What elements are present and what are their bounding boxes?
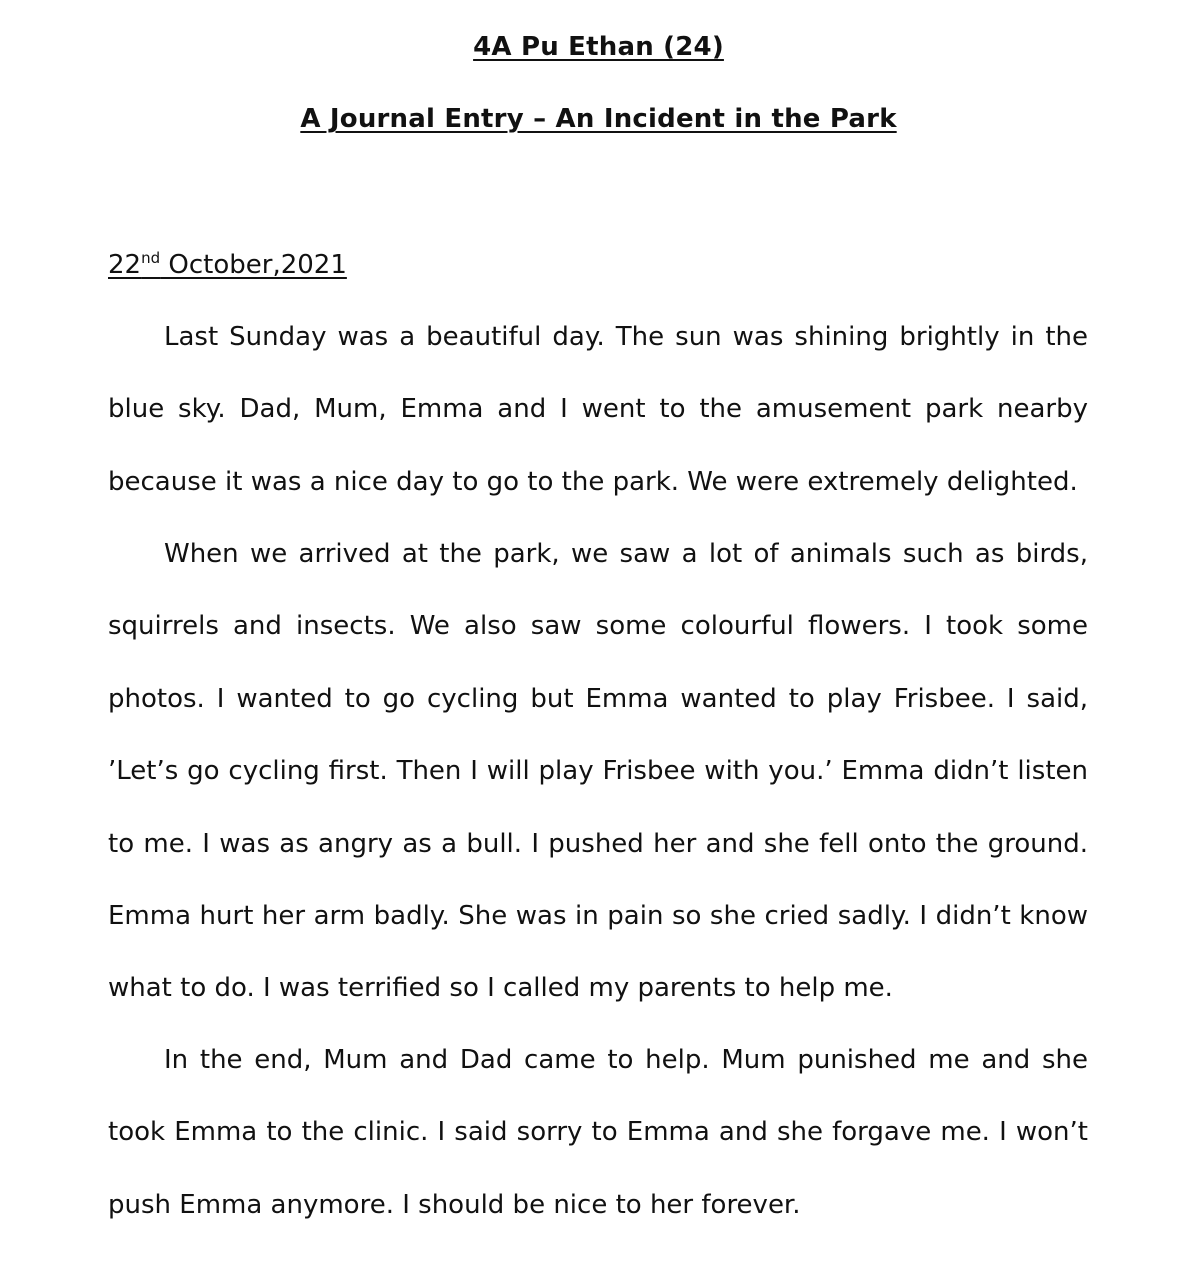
date-month-year: October,2021 bbox=[160, 250, 347, 280]
paragraph-1 bbox=[108, 301, 1088, 518]
paragraph-text: When we arrived at the park, we saw a lot of animals such as birds, squirrels and insects. We also saw some colourful flowers. I took some photos. I wanted to go cycling but Emma wanted to play Frisbee. I said, ’Let’s go cycling first. Then I will play Frisbee with you.’ Emma didn’t listen to me. I was as angry as a bull. I pushed her and she fell onto the ground. Emma hurt her arm badly. She was in pain so she cried sadly. I didn’t know what to do. I was terrified so I called my parents to help me. bbox=[108, 539, 1088, 1004]
entry-date bbox=[108, 249, 347, 280]
date-day: 22 bbox=[108, 250, 142, 280]
journal-title: A Journal Entry – An Incident in the Park bbox=[300, 104, 897, 134]
date-suffix: nd bbox=[141, 249, 161, 267]
paragraph-text: In the end, Mum and Dad came to help. Mum punished me and she took Emma to the clinic. I said sorry to Emma and she forgave me. I won’t push Emma anymore. I should be nice to her forever. bbox=[108, 1045, 1088, 1220]
paragraph-2 bbox=[108, 518, 1088, 1025]
paragraph-3 bbox=[108, 1024, 1088, 1241]
paragraph-text: Last Sunday was a beautiful day. The sun was shining brightly in the blue sky. Dad, Mum, Emma and I went to the amusement park nearby because it was a nice day to go to the park. We were extremely delighted. bbox=[108, 322, 1088, 497]
student-name-heading: 4A Pu Ethan (24) bbox=[473, 32, 724, 62]
